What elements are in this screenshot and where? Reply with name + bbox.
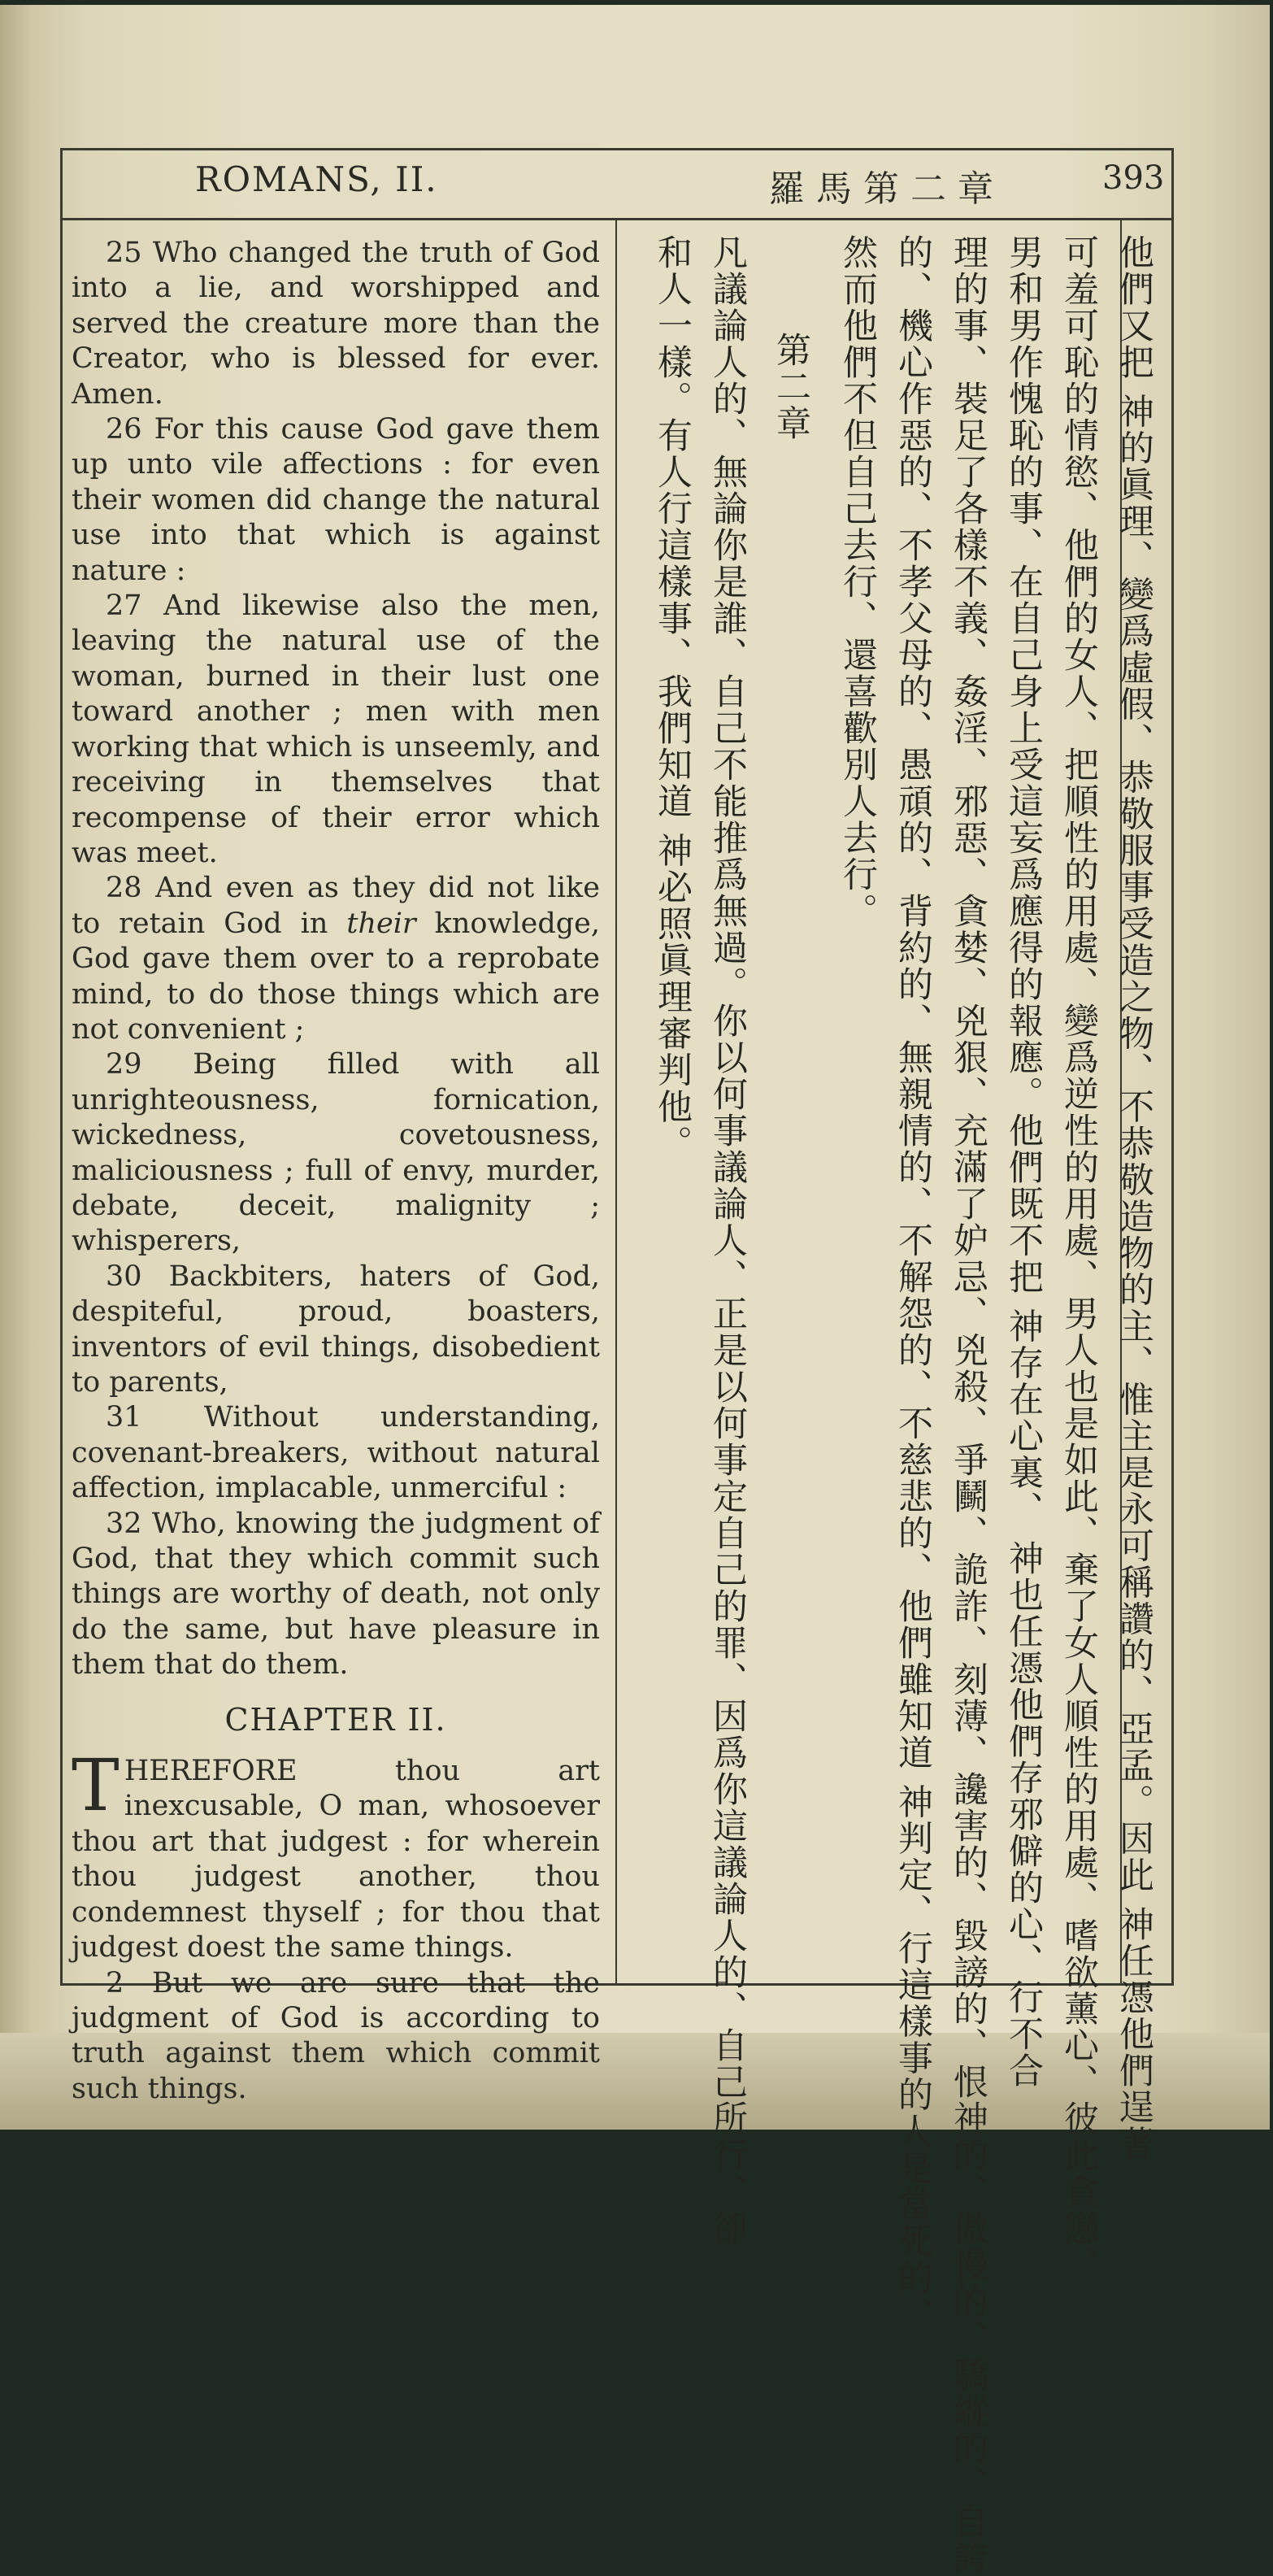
english-column bbox=[72, 236, 600, 2107]
chinese-column bbox=[626, 234, 1171, 2576]
chinese-line-6: 然而他們不但自己去行、還喜歡別人去行。 bbox=[837, 234, 878, 929]
chapter-heading: CHAPTER II. bbox=[224, 1701, 447, 1738]
chinese-line-1: 他們又把 神的眞理、變爲虛假、恭敬服事受造之物、不恭敬造物的主、惟主是永可稱讚的、亞孟。因此 神任憑他們逞著 bbox=[1114, 234, 1154, 2163]
verse-number: 30 bbox=[106, 1260, 142, 1293]
chapter-verse-1 bbox=[72, 1743, 600, 1965]
verse-28 bbox=[72, 871, 600, 1047]
verse-italic-word: their bbox=[346, 907, 416, 940]
verse-text: HEREFORE thou art inexcusable, O man, whosoever thou art that judgest : for wherein thou judgest another, thou condemnest thyself ; for thou that judgest doest the same things. bbox=[72, 1755, 600, 1965]
verse-number: 25 bbox=[106, 237, 142, 269]
drop-cap: T bbox=[72, 1743, 119, 1828]
verse-number: 32 bbox=[106, 1507, 142, 1540]
chinese-line-2: 可羞可恥的情慾、他們的女人、把順性的用處、變爲逆性的用處、男人也是如此、棄了女人順性的用處、嗜欲薰心、彼此貪戀、 bbox=[1058, 234, 1099, 2283]
verse-32 bbox=[72, 1507, 600, 1683]
header-rule bbox=[60, 218, 1174, 220]
verse-text: For this cause God gave them up unto vile affections : for even their women did change the natural use into that which is against nature : bbox=[72, 413, 600, 587]
verse-number: 31 bbox=[106, 1401, 142, 1434]
verse-text: And even as they did not like to retain God in bbox=[72, 872, 600, 940]
verse-29 bbox=[72, 1047, 600, 1259]
verse-text: Who, knowing the judgment of God, that they which commit such things are worthy of death, not only do the same, but have pleasure in them that do them. bbox=[72, 1507, 600, 1682]
verse-30 bbox=[72, 1260, 600, 1401]
verse-text: And likewise also the men, leaving the natural use of the woman, burned in their lust one toward another ; men with men working that which is unseemly, and receiving in themselves that recompense of their error which was meet. bbox=[72, 590, 600, 869]
verse-text: Without understanding, covenant-breakers, without natural affection, implacable, unmerciful : bbox=[72, 1401, 600, 1505]
chinese-chapter-heading: 第二章 bbox=[771, 332, 811, 442]
verse-text: Who changed the truth of God into a lie, and worshipped and served the creature more than the Creator, who is blessed for ever. Amen. bbox=[72, 237, 600, 411]
chinese-line-4: 理的事、裝足了各樣不義、姦淫、邪惡、貪婪、兇狠、充滿了妒忌、兇殺、爭鬭、詭詐、刻薄、讒害的、毀謗的、恨神的、傲慢的、驕縱的、自誇 bbox=[948, 234, 988, 2576]
verse-text: Being filled with all unrighteousness, fornication, wickedness, covetousness, maliciousness ; full of envy, murder, debate, deceit, malignity ; whisperers, bbox=[72, 1048, 600, 1258]
verse-number: 29 bbox=[106, 1048, 142, 1081]
running-head-chinese: 羅馬第二章 bbox=[769, 168, 1005, 210]
verse-27 bbox=[72, 589, 600, 871]
chinese-line-3: 男和男作愧恥的事、在自己身上受這妄爲應得的報應。他們既不把 神存在心裏、 神也任憑他們存邪僻的心、行不合 bbox=[1003, 234, 1044, 2090]
chinese-line-7: 凡議論人的、無論你是誰、自己不能推爲無過。你以何事議論人、正是以何事定自己的罪、因爲你這議論人的、自己所行、卻 bbox=[707, 234, 748, 2247]
chinese-line-5: 的、機心作惡的、不孝父母的、愚頑的、背約的、無親情的、不解怨的、不慈悲的、他們雖知道 神判定、行這樣事的人是當死的、 bbox=[893, 234, 933, 2333]
verse-number: 27 bbox=[106, 590, 142, 623]
column-divider-english bbox=[615, 218, 617, 1986]
verse-number: 2 bbox=[106, 1966, 124, 1999]
verse-25 bbox=[72, 236, 600, 412]
verse-text: But we are sure that the judgment of God is according to truth against them which commit such things. bbox=[72, 1966, 600, 2105]
verse-text: Backbiters, haters of God, despiteful, proud, boasters, inventors of evil things, disobedient to parents, bbox=[72, 1260, 600, 1399]
verse-number: 28 bbox=[106, 872, 142, 905]
page-number: 393 bbox=[1102, 159, 1165, 197]
verse-text: knowledge, God gave them over to a reprobate mind, to do those things which are not convenient ; bbox=[72, 907, 601, 1046]
chinese-line-8: 和人一樣。有人行這樣事、我們知道 神必照眞理審判他。 bbox=[652, 234, 693, 1162]
chapter-verse-2 bbox=[72, 1966, 600, 2108]
running-head-english: ROMANS, II. bbox=[195, 159, 438, 199]
verse-26 bbox=[72, 412, 600, 589]
verse-31 bbox=[72, 1400, 600, 1506]
verse-number: 26 bbox=[106, 413, 142, 446]
